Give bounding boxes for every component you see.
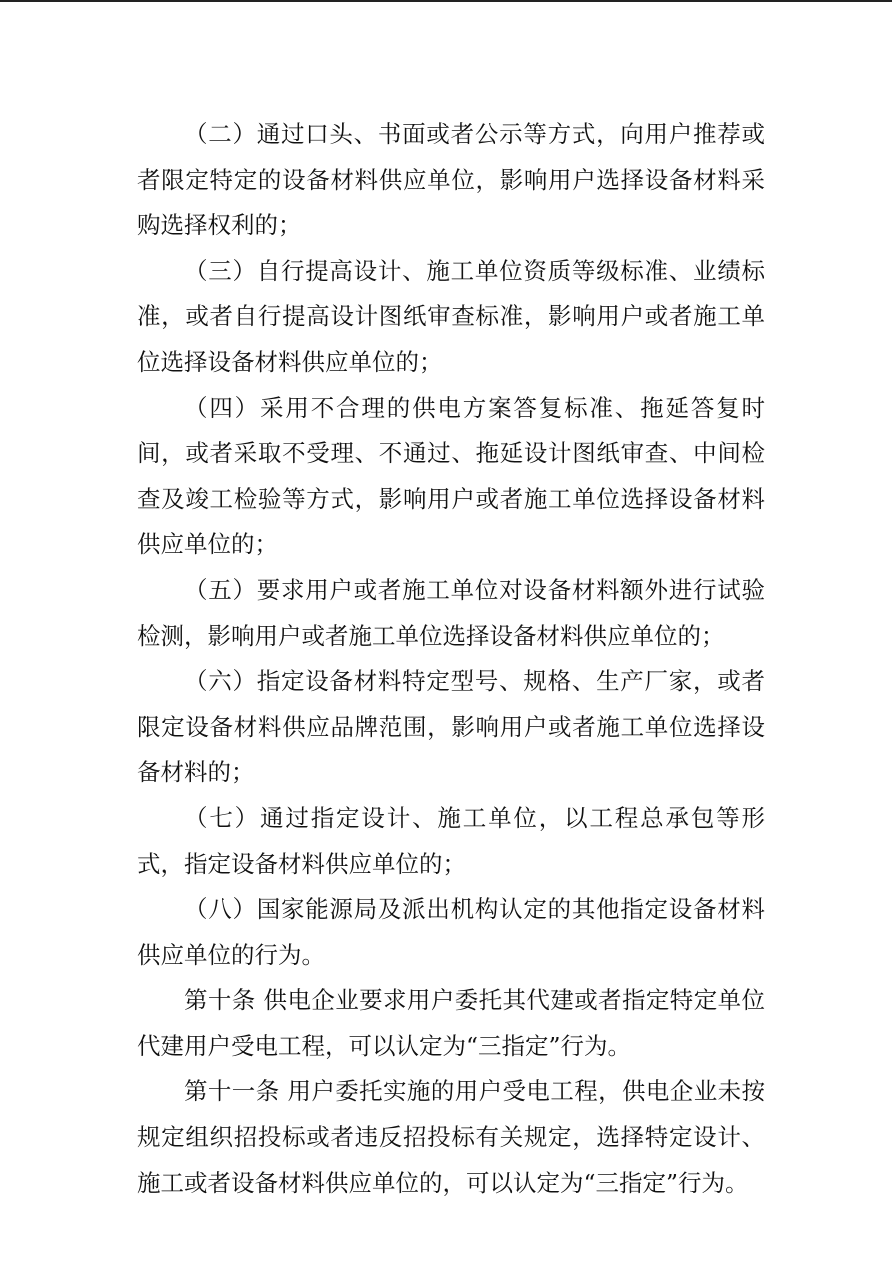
document-page: [137, 112, 765, 1206]
clause-4: （四）采用不合理的供电方案答复标准、拖延答复时间，或者采取不受理、不通过、拖延设计图纸审查、中间检查及竣工检验等方式，影响用户或者施工单位选择设备材料供应单位的；: [137, 393, 765, 559]
clause-3: （三）自行提高设计、施工单位资质等级标准、业绩标准，或者自行提高设计图纸审查标准，影响用户或者施工单位选择设备材料供应单位的；: [137, 256, 765, 376]
article-11: 第十一条 用户委托实施的用户受电工程，供电企业未按规定组织招投标或者违反招投标有关规定，选择特定设计、施工或者设备材料供应单位的，可以认定为“三指定”行为。: [137, 1077, 765, 1197]
top-border-line: [0, 0, 892, 2]
article-10: 第十条 供电企业要求用户委托其代建或者指定特定单位代建用户受电工程，可以认定为“三指定”行为。: [137, 986, 765, 1060]
clause-6: （六）指定设备材料特定型号、规格、生产厂家，或者限定设备材料供应品牌范围，影响用户或者施工单位选择设备材料的；: [137, 667, 765, 787]
clause-7: （七）通过指定设计、施工单位，以工程总承包等形式，指定设备材料供应单位的；: [137, 803, 765, 878]
clause-5: （五）要求用户或者施工单位对设备材料额外进行试验检测，影响用户或者施工单位选择设备材料供应单位的；: [137, 575, 765, 650]
clause-8: （八）国家能源局及派出机构认定的其他指定设备材料供应单位的行为。: [137, 895, 765, 969]
clause-2: （二）通过口头、书面或者公示等方式，向用户推荐或者限定特定的设备材料供应单位，影响用户选择设备材料采购选择权利的；: [137, 120, 765, 240]
